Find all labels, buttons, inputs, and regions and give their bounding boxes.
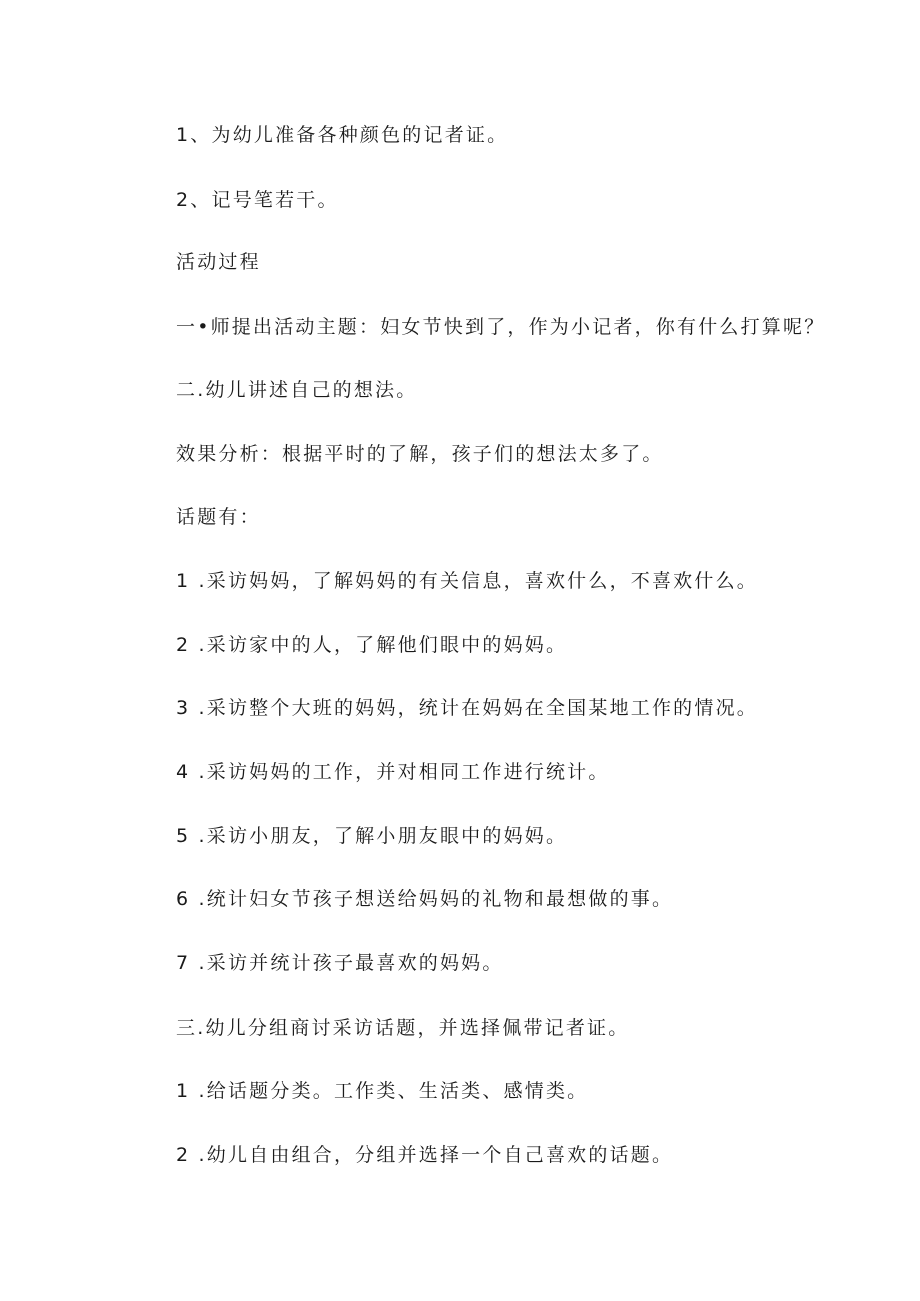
topic-item-4: 4 .采访妈妈的工作，并对相同工作进行统计。 [176,761,610,783]
step-3-item-2: 2 .幼儿自由组合，分组并选择一个自己喜欢的话题。 [176,1144,674,1166]
topic-item-7: 7 .采访并统计孩子最喜欢的妈妈。 [176,952,504,974]
effect-analysis-paragraph: 效果分析：根据平时的了解，孩子们的想法太多了。 [176,443,664,465]
step-3-item-1: 1 .给话题分类。工作类、生活类、感情类。 [176,1080,589,1102]
topics-heading: 话题有： [176,506,261,528]
topic-item-2: 2 .采访家中的人，了解他们眼中的妈妈。 [176,634,568,656]
topic-item-5: 5 .采访小朋友，了解小朋友眼中的妈妈。 [176,825,568,847]
section-heading-activity-process: 活动过程 [176,251,261,273]
topic-item-6: 6 .统计妇女节孩子想送给妈妈的礼物和最想做的事。 [176,888,674,910]
materials-item-2: 2、记号笔若干。 [176,189,339,211]
step-3-paragraph: 三.幼儿分组商讨采访话题，并选择佩带记者证。 [176,1017,630,1039]
step-2-paragraph: 二.幼儿讲述自己的想法。 [176,379,418,401]
topic-item-1: 1 .采访妈妈，了解妈妈的有关信息，喜欢什么，不喜欢什么。 [176,570,758,592]
step-1-paragraph: 一•师提出活动主题：妇女节快到了，作为小记者，你有什么打算呢？ [176,316,826,338]
materials-item-1: 1、为幼儿准备各种颜色的记者证。 [176,124,509,146]
topic-item-3: 3 .采访整个大班的妈妈，统计在妈妈在全国某地工作的情况。 [176,697,758,719]
